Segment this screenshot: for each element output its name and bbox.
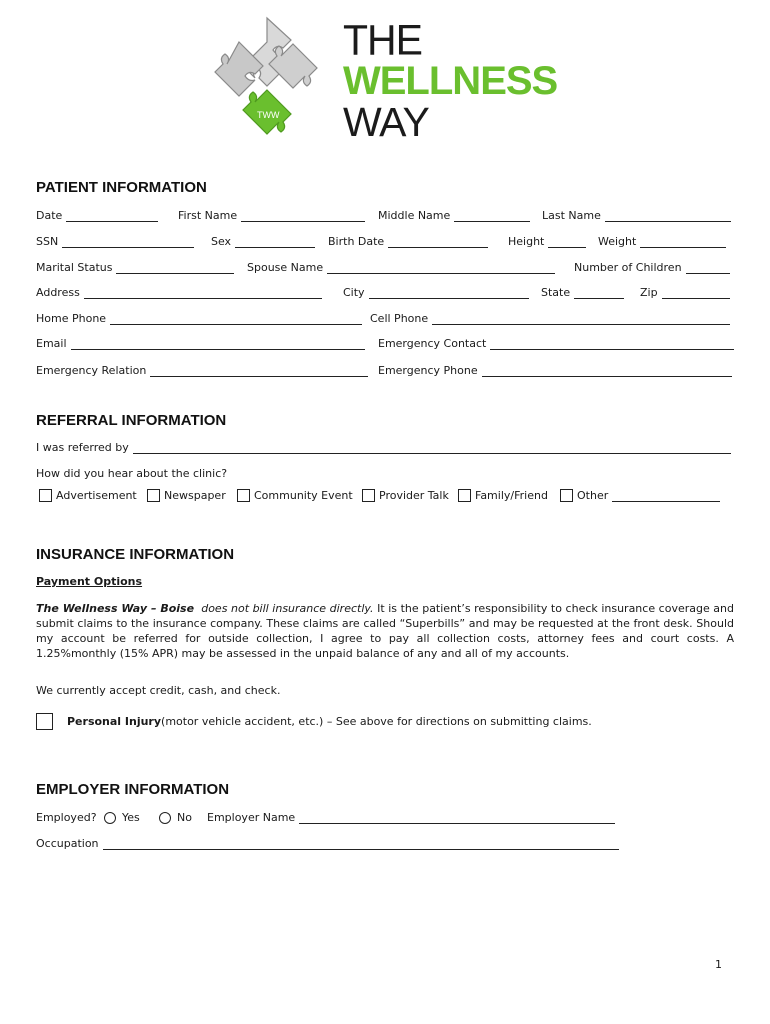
patient-row-4: [36, 286, 734, 302]
last-name-field[interactable]: [605, 210, 731, 222]
referral-section-title: REFERRAL INFORMATION: [36, 412, 227, 429]
employer-section-title: EMPLOYER INFORMATION: [36, 781, 230, 798]
address-field[interactable]: [84, 287, 322, 299]
insurance-paragraph: [36, 601, 734, 661]
address-label: Address: [36, 286, 80, 299]
middle-name-field[interactable]: [454, 210, 530, 222]
logo-wordmark: [343, 15, 558, 145]
first-name-label: First Name: [178, 209, 238, 222]
patient-row-1: [36, 209, 734, 225]
patient-section-title: PATIENT INFORMATION: [36, 179, 207, 196]
children-label: Number of Children: [574, 261, 682, 274]
accept-payment-text: We currently accept credit, cash, and check.: [36, 684, 281, 697]
marital-status-field[interactable]: [116, 262, 234, 274]
patient-row-2: [36, 235, 734, 251]
clinic-name: The Wellness Way – Boise: [36, 602, 195, 615]
referred-by-label: I was referred by: [36, 441, 129, 454]
provider-talk-checkbox[interactable]: [362, 489, 375, 502]
newspaper-checkbox[interactable]: [147, 489, 160, 502]
date-label: Date: [36, 209, 63, 222]
employed-yes-radio[interactable]: [104, 812, 116, 824]
height-field[interactable]: [548, 236, 586, 248]
logo-badge-text: TWW: [257, 110, 280, 120]
not-bill-text: does not bill insurance directly.: [201, 602, 374, 615]
logo-line-the: THE: [343, 15, 422, 65]
occupation-label: Occupation: [36, 837, 99, 850]
state-label: State: [541, 286, 571, 299]
state-field[interactable]: [574, 287, 624, 299]
advertisement-checkbox[interactable]: [39, 489, 52, 502]
employed-label: Employed?: [36, 811, 97, 824]
emergency-relation-field[interactable]: [150, 365, 368, 377]
personal-injury-checkbox[interactable]: [36, 713, 53, 730]
patient-row-3: [36, 261, 734, 277]
middle-name-label: Middle Name: [378, 209, 451, 222]
cell-phone-field[interactable]: [432, 313, 730, 325]
employed-no-label: No: [177, 811, 192, 824]
patient-row-7: [36, 364, 734, 380]
insurance-section-title: INSURANCE INFORMATION: [36, 546, 235, 563]
first-name-field[interactable]: [241, 210, 365, 222]
community-event-checkbox[interactable]: [237, 489, 250, 502]
emergency-contact-field[interactable]: [490, 338, 734, 350]
children-field[interactable]: [686, 262, 730, 274]
employed-no-radio[interactable]: [159, 812, 171, 824]
spouse-name-label: Spouse Name: [247, 261, 324, 274]
zip-label: Zip: [640, 286, 658, 299]
last-name-label: Last Name: [542, 209, 601, 222]
zip-field[interactable]: [662, 287, 730, 299]
community-event-label: Community Event: [254, 489, 353, 502]
page-number: 1: [715, 958, 722, 971]
marital-status-label: Marital Status: [36, 261, 113, 274]
email-field[interactable]: [71, 338, 365, 350]
other-field[interactable]: [612, 490, 720, 502]
cell-phone-label: Cell Phone: [370, 312, 429, 325]
logo-line-wellness: WELLNESS: [343, 59, 558, 103]
home-phone-field[interactable]: [110, 313, 362, 325]
other-label: Other: [577, 489, 609, 502]
sex-field[interactable]: [235, 236, 315, 248]
family-friend-label: Family/Friend: [475, 489, 548, 502]
family-friend-checkbox[interactable]: [458, 489, 471, 502]
logo-line-way: WAY: [343, 99, 429, 145]
height-label: Height: [508, 235, 545, 248]
employed-yes-label: Yes: [122, 811, 140, 824]
employer-name-field[interactable]: [299, 812, 615, 824]
insurance-paragraph-rest: It is the patient’s responsibility to check insurance coverage and submit claims to the insurance company. These claims are called “Superbills” and may be requested at the front desk. Should my account be referred for outside collection, I agree to pay all collection costs, attorney fees and court costs. A 1.25%monthly (15% APR) may be assessed in the unpaid balance of any and all of my accounts.: [36, 602, 734, 660]
city-label: City: [343, 286, 365, 299]
emergency-phone-field[interactable]: [482, 365, 732, 377]
referral-question-row: [36, 467, 734, 483]
sex-label: Sex: [211, 235, 232, 248]
birth-date-label: Birth Date: [328, 235, 385, 248]
wellness-way-logo: [205, 14, 565, 154]
emergency-phone-label: Emergency Phone: [378, 364, 478, 377]
emergency-relation-label: Emergency Relation: [36, 364, 147, 377]
referred-by-field[interactable]: [133, 442, 731, 454]
referral-options-row: [36, 489, 734, 505]
patient-row-6: [36, 337, 734, 353]
personal-injury-label: Personal Injury: [67, 715, 162, 728]
employed-row: [36, 811, 734, 827]
city-field[interactable]: [369, 287, 529, 299]
spouse-name-field[interactable]: [327, 262, 555, 274]
advertisement-label: Advertisement: [56, 489, 137, 502]
employer-name-label: Employer Name: [207, 811, 296, 824]
date-field[interactable]: [66, 210, 158, 222]
payment-options-heading: Payment Options: [36, 575, 143, 588]
weight-label: Weight: [598, 235, 637, 248]
referred-by-row: [36, 441, 734, 457]
emergency-contact-label: Emergency Contact: [378, 337, 487, 350]
personal-injury-note: (motor vehicle accident, etc.) – See above for directions on submitting claims.: [161, 715, 592, 728]
home-phone-label: Home Phone: [36, 312, 107, 325]
ssn-label: SSN: [36, 235, 59, 248]
patient-row-5: [36, 312, 734, 328]
newspaper-label: Newspaper: [164, 489, 226, 502]
referral-question: How did you hear about the clinic?: [36, 467, 228, 480]
ssn-field[interactable]: [62, 236, 194, 248]
personal-injury-row: [36, 713, 592, 730]
occupation-field[interactable]: [103, 838, 619, 850]
email-label: Email: [36, 337, 67, 350]
other-checkbox[interactable]: [560, 489, 573, 502]
puzzle-logo-icon: [205, 14, 335, 154]
provider-talk-label: Provider Talk: [379, 489, 449, 502]
weight-field[interactable]: [640, 236, 726, 248]
occupation-row: [36, 837, 734, 853]
birth-date-field[interactable]: [388, 236, 488, 248]
